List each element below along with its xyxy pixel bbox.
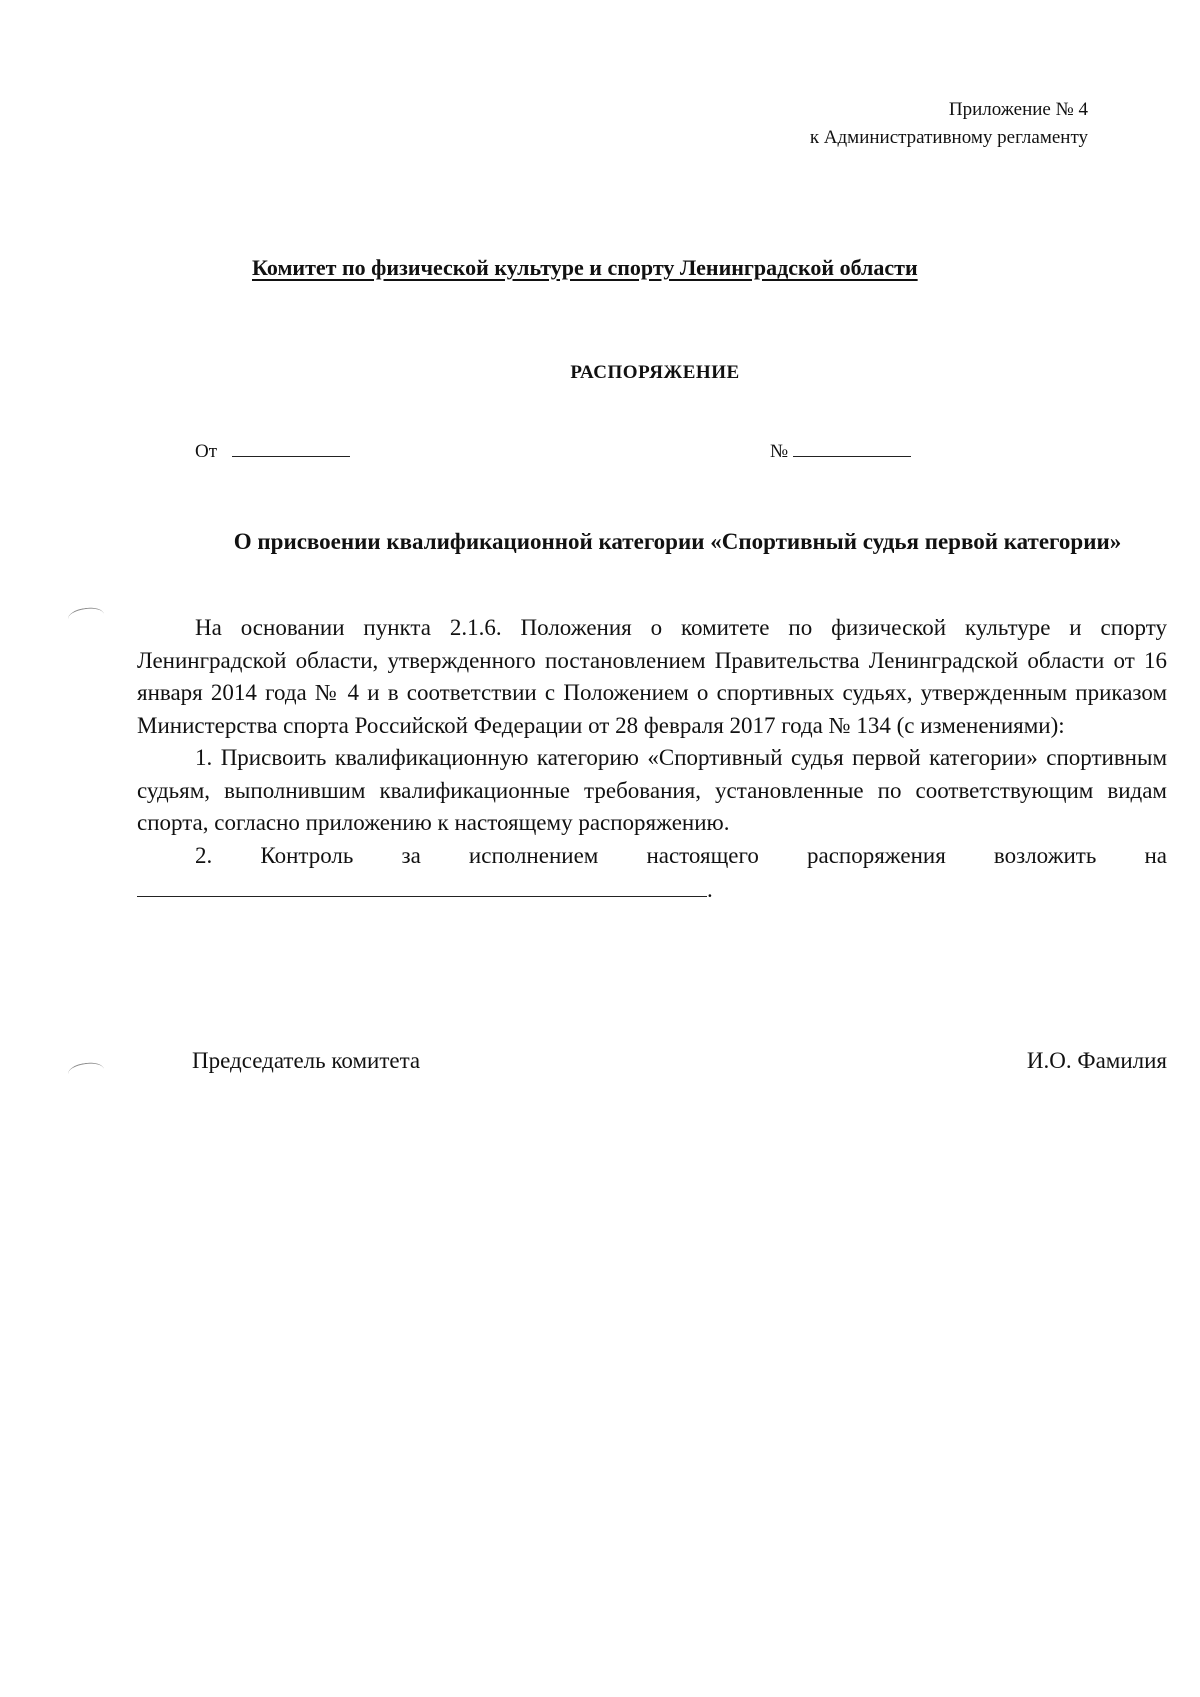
item-2-text: 2. Контроль за исполнением настоящего распоряжения возложить на: [195, 842, 1167, 868]
date-from-field: [195, 438, 350, 463]
number-blank: [793, 438, 911, 457]
punch-hole-mark: [67, 1061, 105, 1083]
preamble-paragraph: На основании пункта 2.1.6. Положения о комитете по физической культуре и спорту Ленинградской области, утвержденного постановлением Правительства Ленинградской области от 16 января 2014 года № 4 и в соответствии с Положением о спортивных судьях, утвержденным приказом Министерства спорта Российской Федерации от 28 февраля 2017 года № 134 (с изменениями):: [137, 615, 1167, 738]
item-2-paragraph: [137, 840, 1167, 873]
punch-hole-mark: [67, 606, 105, 628]
date-blank: [232, 438, 350, 457]
order-number-label: №: [770, 441, 789, 462]
responsible-blank: [137, 874, 707, 897]
committee-name: Комитет по физической культуре и спорту Ленинградской области: [252, 255, 918, 280]
item-2-blank-line: [137, 874, 1167, 907]
signatory-role: Председатель комитета: [192, 1048, 421, 1073]
appendix-number: Приложение № 4: [948, 99, 1088, 120]
signatory-name: И.О. Фамилия: [1026, 1048, 1167, 1073]
item-2-end: .: [707, 877, 713, 902]
date-from-label: От: [195, 441, 218, 462]
order-body: [137, 612, 1167, 907]
order-subject: О присвоении квалификационной категории «Спортивный судья первой категории»: [233, 529, 1122, 554]
appendix-regulation: к Административному регламенту: [809, 127, 1088, 148]
order-number-field: [770, 438, 911, 463]
appendix-reference: [810, 96, 1088, 152]
item-1-paragraph: 1. Присвоить квалификационную категорию «Спортивный судья первой категории» спортивным судьям, выполнившим квалификационные требования, установленные по соответствующим видам спорта, согласно приложению к настоящему распоряжению.: [137, 745, 1167, 835]
order-title: РАСПОРЯЖЕНИЕ: [570, 362, 740, 383]
